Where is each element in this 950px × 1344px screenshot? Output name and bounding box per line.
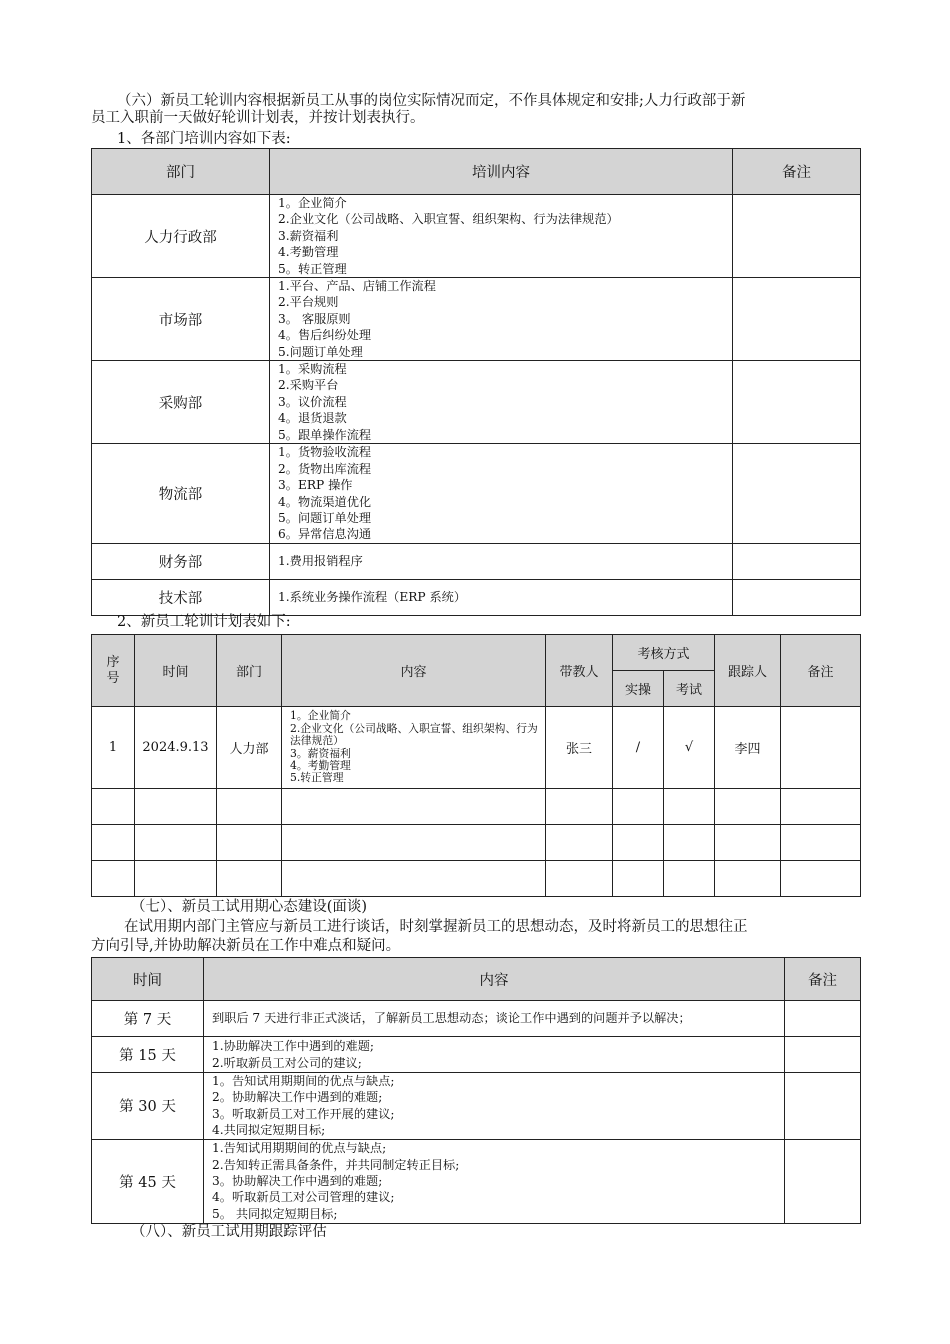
content-cell bbox=[270, 195, 733, 278]
training-plan-table bbox=[91, 634, 861, 897]
list-item: 1.协助解决工作中遇到的难题; bbox=[212, 1039, 374, 1054]
empty-cell bbox=[781, 789, 861, 825]
list-item: 4。退货退款 bbox=[278, 411, 347, 426]
list-item: 1.费用报销程序 bbox=[278, 554, 363, 569]
table-row bbox=[92, 1073, 861, 1140]
note-cell bbox=[785, 1073, 861, 1140]
content-cell bbox=[270, 444, 733, 544]
list-item: 5。跟单操作流程 bbox=[278, 427, 372, 442]
empty-cell bbox=[92, 825, 135, 861]
note-cell bbox=[785, 1001, 861, 1037]
list-item: 2.企业文化（公司战略、入职宣誓、组织架构、行为法律规范） bbox=[278, 212, 619, 227]
table-row bbox=[92, 707, 861, 789]
time-cell: 第 30 天 bbox=[92, 1073, 204, 1140]
list-item: 5.转正管理 bbox=[290, 771, 344, 785]
table-row bbox=[92, 361, 861, 444]
list-item: 5.问题订单处理 bbox=[278, 344, 363, 359]
empty-cell bbox=[613, 825, 664, 861]
table-row bbox=[92, 825, 861, 861]
dept-cell: 市场部 bbox=[92, 278, 270, 361]
table-row bbox=[92, 580, 861, 616]
content-cell bbox=[204, 1001, 785, 1037]
interview-schedule-table bbox=[91, 957, 861, 1224]
list-item: 3。 客服原则 bbox=[278, 311, 351, 326]
table-row bbox=[92, 1037, 861, 1073]
col-header-mentor: 带教人 bbox=[546, 635, 613, 707]
col-header-note: 备注 bbox=[785, 958, 861, 1001]
col-header-note: 备注 bbox=[733, 149, 861, 195]
col-header-dept: 部门 bbox=[92, 149, 270, 195]
table-row bbox=[92, 195, 861, 278]
note-cell bbox=[733, 580, 861, 616]
time-cell: 2024.9.13 bbox=[135, 707, 217, 789]
empty-cell bbox=[217, 861, 282, 897]
dept-cell: 财务部 bbox=[92, 544, 270, 580]
content-cell bbox=[270, 580, 733, 616]
col-header-time: 时间 bbox=[92, 958, 204, 1001]
empty-cell bbox=[282, 861, 546, 897]
col-header-note: 备注 bbox=[781, 635, 861, 707]
list-item: 3。ERP 操作 bbox=[278, 478, 353, 493]
section-7-title: （七）、新员工试用期心态建设(面谈) bbox=[131, 899, 368, 915]
section-8-title: （八）、新员工试用期跟踪评估 bbox=[131, 1224, 327, 1240]
list-item: 4。售后纠纷处理 bbox=[278, 328, 372, 343]
list-item: 4。听取新员工对公司管理的建议; bbox=[212, 1190, 395, 1205]
col-header-practice: 实操 bbox=[613, 671, 664, 707]
empty-cell bbox=[217, 789, 282, 825]
empty-cell bbox=[781, 861, 861, 897]
mentor-cell: 张三 bbox=[546, 707, 613, 789]
list-item: 3。协助解决工作中遇到的难题; bbox=[212, 1173, 383, 1188]
table-row bbox=[92, 1139, 861, 1223]
list-item: 6。异常信息沟通 bbox=[278, 527, 372, 542]
empty-cell bbox=[546, 825, 613, 861]
col-header-assess: 考核方式 bbox=[613, 635, 715, 671]
col-header-dept: 部门 bbox=[217, 635, 282, 707]
department-training-table bbox=[91, 148, 861, 616]
empty-cell bbox=[664, 789, 715, 825]
col-header-tracker: 跟踪人 bbox=[715, 635, 781, 707]
empty-cell bbox=[135, 789, 217, 825]
note-cell bbox=[733, 544, 861, 580]
col-header-seq: 序号 bbox=[92, 635, 135, 707]
list-item: 4.共同拟定短期目标; bbox=[212, 1123, 326, 1138]
table-row bbox=[92, 544, 861, 580]
dept-cell: 物流部 bbox=[92, 444, 270, 544]
list-item: 1.告知试用期期间的优点与缺点; bbox=[212, 1141, 387, 1156]
list-item: 3。薪资福利 bbox=[290, 746, 351, 760]
time-cell: 第 7 天 bbox=[92, 1001, 204, 1037]
content-cell bbox=[270, 278, 733, 361]
intro-line-1: （六）新员工轮训内容根据新员工从事的岗位实际情况而定，不作具体规定和安排;人力行政部于新 bbox=[117, 93, 746, 109]
list-item: 1.平台、产品、店铺工作流程 bbox=[278, 279, 436, 294]
list-item: 2。协助解决工作中遇到的难题; bbox=[212, 1090, 383, 1105]
note-cell bbox=[781, 707, 861, 789]
table-row bbox=[92, 1001, 861, 1037]
content-cell bbox=[204, 1037, 785, 1073]
list-item: 4.考勤管理 bbox=[278, 245, 339, 260]
empty-cell bbox=[613, 861, 664, 897]
empty-cell bbox=[715, 789, 781, 825]
exam-cell: √ bbox=[664, 707, 715, 789]
col-header-content: 内容 bbox=[282, 635, 546, 707]
empty-cell bbox=[715, 825, 781, 861]
list-item: 3。议价流程 bbox=[278, 394, 347, 409]
note-cell bbox=[785, 1037, 861, 1073]
dept-cell: 人力部 bbox=[217, 707, 282, 789]
empty-cell bbox=[664, 825, 715, 861]
table-row bbox=[92, 861, 861, 897]
empty-cell bbox=[546, 861, 613, 897]
empty-cell bbox=[282, 825, 546, 861]
time-cell: 第 45 天 bbox=[92, 1139, 204, 1223]
empty-cell bbox=[92, 861, 135, 897]
list-item: 2.采购平台 bbox=[278, 378, 339, 393]
list-item: 5。转正管理 bbox=[278, 261, 347, 276]
content-cell bbox=[204, 1073, 785, 1140]
list-item: 4。物流渠道优化 bbox=[278, 494, 372, 509]
empty-cell bbox=[282, 789, 546, 825]
empty-cell bbox=[546, 789, 613, 825]
note-cell bbox=[785, 1139, 861, 1223]
dept-cell: 人力行政部 bbox=[92, 195, 270, 278]
content-cell bbox=[270, 361, 733, 444]
col-header-content: 内容 bbox=[204, 958, 785, 1001]
table-row bbox=[92, 278, 861, 361]
table-row bbox=[92, 789, 861, 825]
note-cell bbox=[733, 195, 861, 278]
list-item: 2.告知转正需具备条件，并共同制定转正目标; bbox=[212, 1157, 460, 1172]
tracker-cell: 李四 bbox=[715, 707, 781, 789]
dept-cell: 采购部 bbox=[92, 361, 270, 444]
list-item: 2.听取新员工对公司的建议; bbox=[212, 1055, 362, 1070]
col-header-content: 培训内容 bbox=[270, 149, 733, 195]
list-item: 1。企业简介 bbox=[278, 196, 347, 210]
content-cell bbox=[282, 707, 546, 789]
empty-cell bbox=[715, 861, 781, 897]
list-item: 1.系统业务操作流程（ERP 系统） bbox=[278, 590, 467, 605]
time-cell: 第 15 天 bbox=[92, 1037, 204, 1073]
dept-cell: 技术部 bbox=[92, 580, 270, 616]
list-item: 到职后 7 天进行非正式淡话，了解新员工思想动态；谈论工作中遇到的问题并予以解决； bbox=[212, 1011, 691, 1026]
note-cell bbox=[733, 361, 861, 444]
list-item: 4。考勤管理 bbox=[290, 758, 351, 772]
note-cell bbox=[733, 444, 861, 544]
list-item: 1。告知试用期期间的优点与缺点; bbox=[212, 1074, 395, 1088]
section-2-title: 2、新员工轮训计划表如下: bbox=[117, 614, 291, 630]
section-1-title: 1、各部门培训内容如下表: bbox=[117, 131, 291, 147]
list-item: 3。听取新员工对工作开展的建议; bbox=[212, 1106, 395, 1121]
list-item: 2。货物出库流程 bbox=[278, 461, 372, 476]
list-item: 1。企业简介 bbox=[290, 709, 351, 723]
content-cell bbox=[204, 1139, 785, 1223]
seq-cell: 1 bbox=[92, 707, 135, 789]
list-item: 3.薪资福利 bbox=[278, 228, 339, 243]
note-cell bbox=[733, 278, 861, 361]
list-item: 1。采购流程 bbox=[278, 362, 347, 377]
empty-cell bbox=[664, 861, 715, 897]
empty-cell bbox=[781, 825, 861, 861]
empty-cell bbox=[92, 789, 135, 825]
content-cell bbox=[270, 544, 733, 580]
list-item: 5。问题订单处理 bbox=[278, 511, 372, 525]
section-7-line-1: 在试用期内部门主管应与新员工进行谈话，时刻掌握新员工的思想动态，及时将新员工的思想往正 bbox=[124, 919, 748, 935]
practice-cell: / bbox=[613, 707, 664, 789]
list-item: 5。 共同拟定短期目标; bbox=[212, 1206, 338, 1221]
list-item: 1。货物验收流程 bbox=[278, 445, 372, 460]
list-item: 2.平台规则 bbox=[278, 295, 339, 310]
col-header-exam: 考试 bbox=[664, 671, 715, 707]
col-header-time: 时间 bbox=[135, 635, 217, 707]
empty-cell bbox=[217, 825, 282, 861]
empty-cell bbox=[135, 861, 217, 897]
intro-line-2: 员工入职前一天做好轮训计划表，并按计划表执行。 bbox=[91, 110, 425, 126]
section-7-line-2: 方向引导,并协助解决新员在工作中难点和疑问。 bbox=[91, 938, 401, 954]
empty-cell bbox=[135, 825, 217, 861]
empty-cell bbox=[613, 789, 664, 825]
list-item: 2.企业文化（公司战略、入职宣誓、组织架构、行为法律规范） bbox=[290, 721, 538, 748]
table-row bbox=[92, 444, 861, 544]
